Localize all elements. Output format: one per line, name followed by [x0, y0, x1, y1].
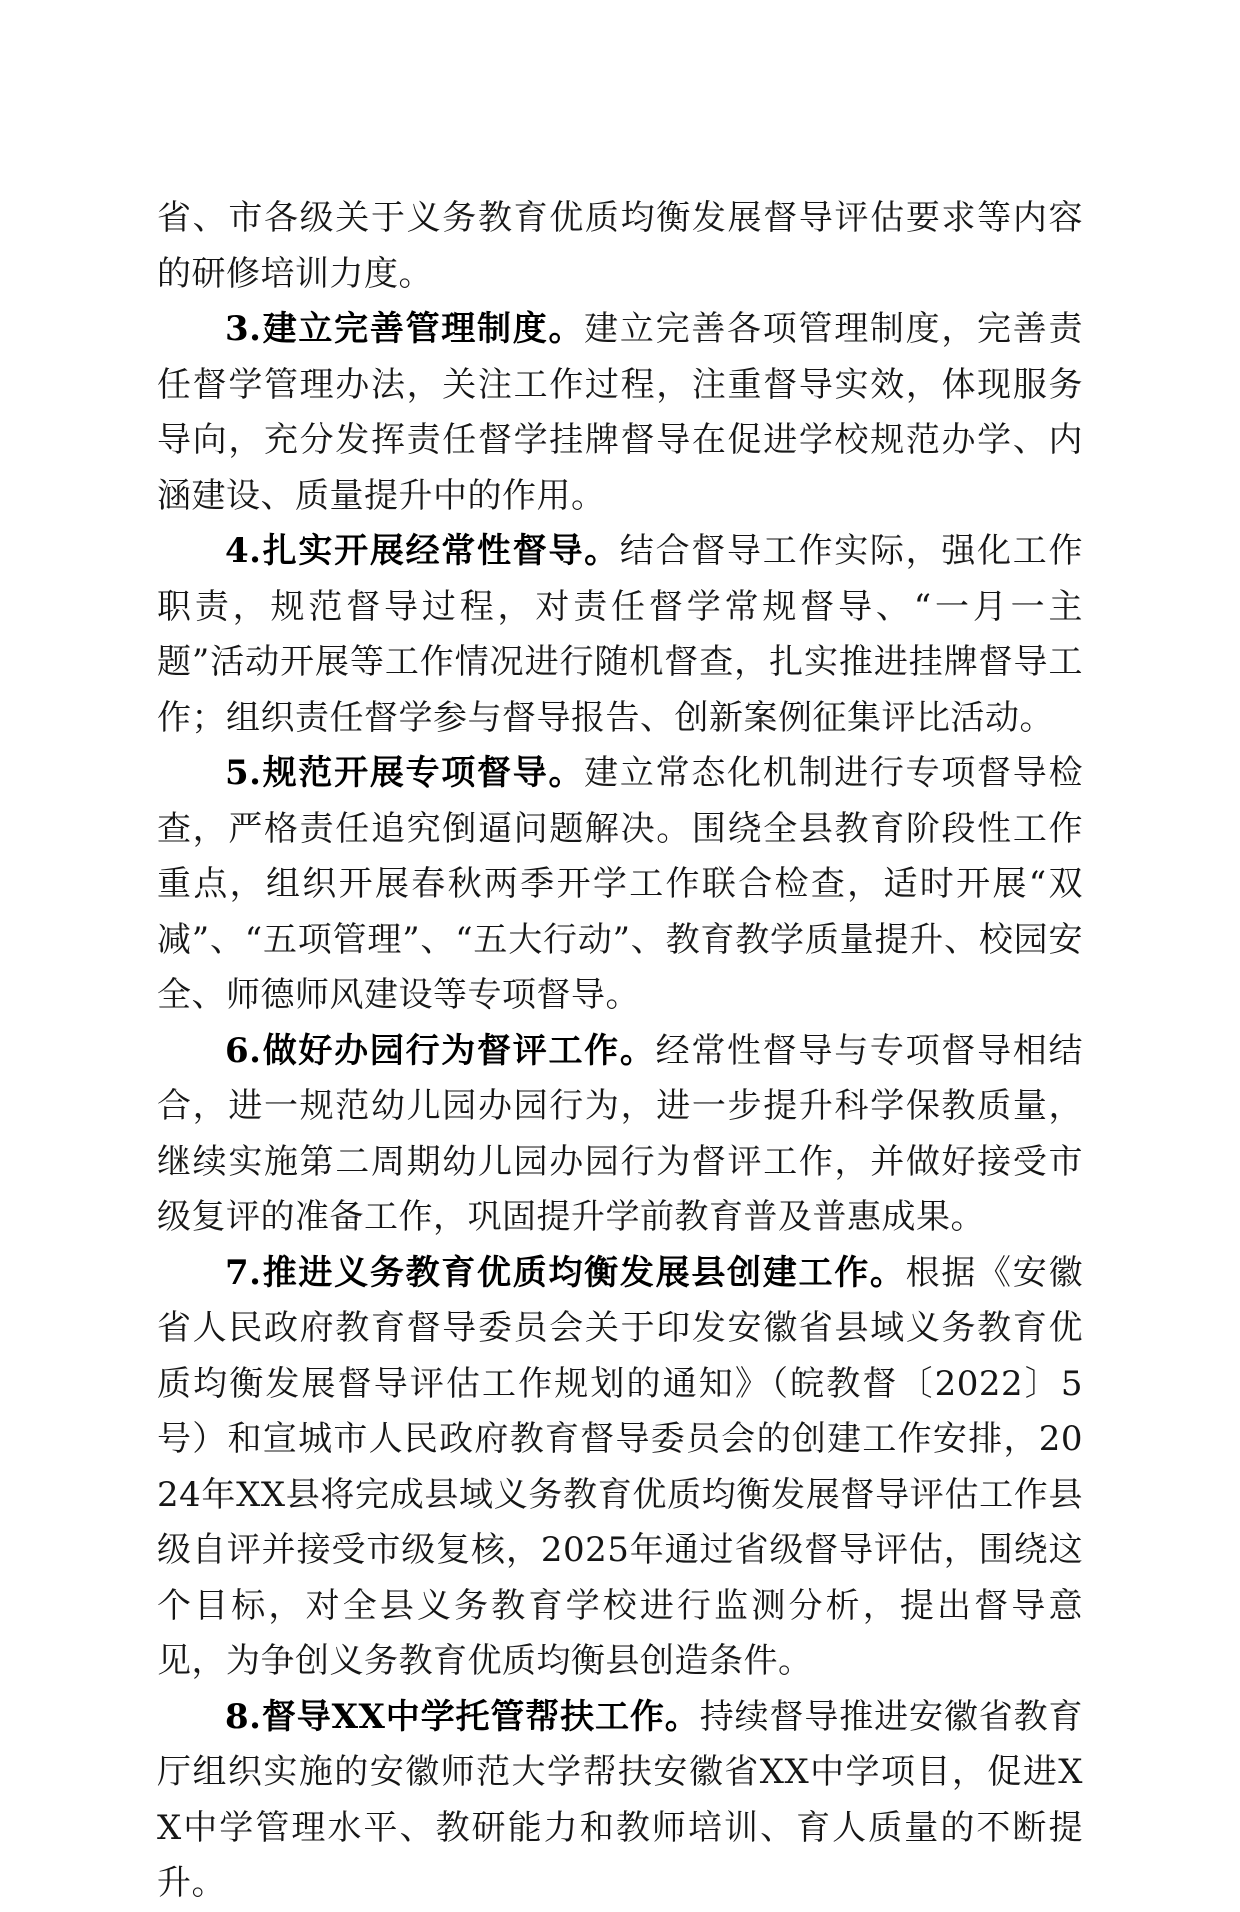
paragraph-text: 经常性督导与专项督导相结合，进一规范幼儿园办园行为，进一步提升科学保教质量，继续实施第二周期幼儿园办园行为督评工作，并做好接受市级复评的准备工作，巩固提升学前教育普及普惠成果。: [157, 1030, 1083, 1237]
paragraph-school-assistance: [157, 1690, 1083, 1912]
paragraph-balanced-development: [157, 1246, 1083, 1690]
paragraph-heading: 7.推进义务教育优质均衡发展县创建工作。: [225, 1252, 906, 1293]
paragraph-regular-supervision: [157, 524, 1083, 746]
paragraph-heading: 8.督导XX中学托管帮扶工作。: [225, 1696, 700, 1737]
paragraph-continued: [157, 191, 1083, 302]
paragraph-text: 建立完善各项管理制度，完善责任督学管理办法，关注工作过程，注重督导实效，体现服务导向，充分发挥责任督学挂牌督导在促进学校规范办学、内涵建设、质量提升中的作用。: [157, 309, 1083, 516]
paragraph-text: 省、市各级关于义务教育优质均衡发展督导评估要求等内容的研修培训力度。: [157, 198, 1083, 294]
paragraph-text: 建立常态化机制进行专项督导检查，严格责任追究倒逼问题解决。围绕全县教育阶段性工作重点，组织开展春秋两季开学工作联合检查，适时开展“双减”、“五项管理”、“五大行动”、教育教学质量提升、校园安全、师德师风建设等专项督导。: [157, 753, 1083, 1015]
paragraph-heading: 3.建立完善管理制度。: [225, 309, 585, 349]
paragraph-text: 根据《安徽省人民政府教育督导委员会关于印发安徽省县域义务教育优质均衡发展督导评估工作规划的通知》（皖教督〔2022〕5号）和宣城市人民政府教育督导委员会的创建工作安排，2024年XX县将完成县域义务教育优质均衡发展督导评估工作县级自评并接受市级复核，2025年通过省级督导评估，围绕这个目标，对全县义务教育学校进行监测分析，提出督导意见，为争创义务教育优质均衡县创造条件。: [157, 1252, 1083, 1681]
paragraph-heading: 6.做好办园行为督评工作。: [225, 1030, 656, 1071]
paragraph-text: 持续督导推进安徽省教育厅组织实施的安徽师范大学帮扶安徽省XX中学项目，促进XX中学管理水平、教研能力和教师培训、育人质量的不断提升。: [157, 1696, 1083, 1903]
paragraph-management-system: [157, 302, 1083, 524]
paragraph-special-supervision: [157, 746, 1083, 1024]
document-body: [157, 191, 1083, 1912]
paragraph-heading: 5.规范开展专项督导。: [225, 753, 585, 793]
paragraph-text: 结合督导工作实际，强化工作职责，规范督导过程，对责任督学常规督导、“一月一主题”活动开展等工作情况进行随机督查，扎实推进挂牌督导工作；组织责任督学参与督导报告、创新案例征集评比活动。: [157, 531, 1083, 738]
paragraph-kindergarten-evaluation: [157, 1024, 1083, 1246]
paragraph-heading: 4.扎实开展经常性督导。: [225, 531, 620, 571]
